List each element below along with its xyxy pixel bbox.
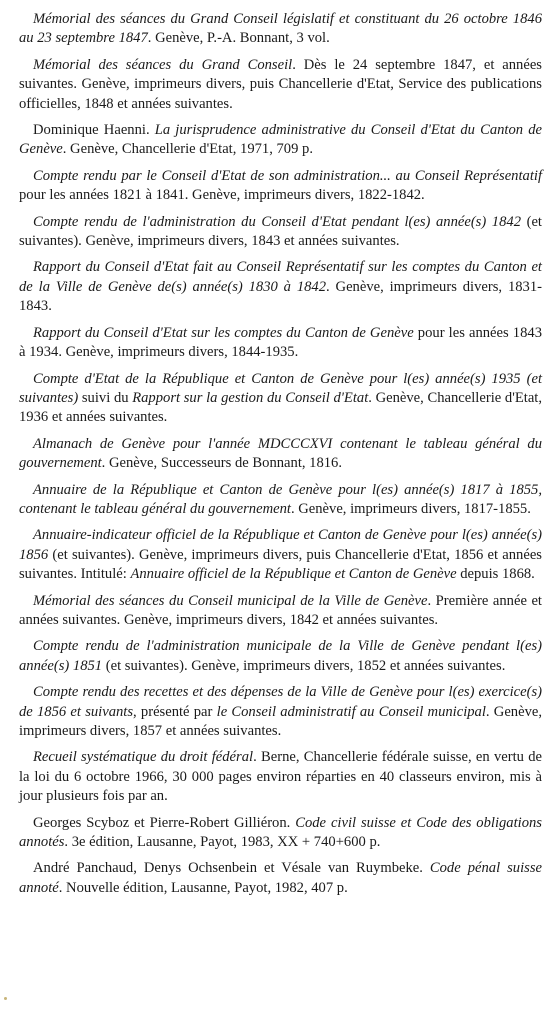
entry-title: Annuaire-indicateur officiel de la République et Canton de Genève pour l(es) année(s) 1856 [19,527,542,563]
entry-title: Annuaire officiel de la République et Canton de Genève [130,566,457,583]
entry-title: Code civil suisse et Code des obligations annotés [19,814,542,851]
bibliography-entry [19,748,542,806]
entry-title: Mémorial des séances du Conseil municipal de la Ville de Genève [33,592,428,609]
entry-text: . 3e édition, Lausanne, Payot, 1983, XX + 740+600 p. [64,834,381,851]
entry-title: Compte rendu de l'administration du Conseil d'Etat pendant l(es) année(s) 1842 [33,213,521,230]
entry-title: Rapport sur la gestion du Conseil d'Etat [132,389,369,406]
entry-title: Rapport du Conseil d'Etat fait au Conseil Représentatif sur les comptes du Canton et de la Ville de Genève de(s) année(s) 1830 à 1842 [19,259,542,295]
entry-title: Rapport du Conseil d'Etat sur les comptes du Canton de Genève [33,324,414,341]
entry-text: . Genève, P.-A. Bonnant, 3 vol. [147,30,330,47]
entry-text: (et suivantes). Genève, imprimeurs divers, puis Chancellerie d'Etat, 1856 et années suivantes. Intitulé: [19,546,542,583]
entry-title: Recueil systématique du droit fédéral [33,749,254,766]
bibliography-entry [19,10,542,49]
entry-title: Mémorial des séances du Grand Conseil [33,56,293,73]
entry-title: Almanach de Genève pour l'année MDCCCXVI contenant le tableau général du gouvernement [19,435,542,472]
entry-text: pour les années 1821 à 1841. Genève, imprimeurs divers, 1822-1842. [19,187,425,204]
bibliography-entry [19,121,542,160]
entry-title: Compte rendu par le Conseil d'Etat de son administration... au Conseil Représentatif [33,167,542,184]
entry-text: , présenté par [133,703,217,720]
bibliography-entry [19,435,542,474]
bibliography-entry [19,637,542,676]
entry-text: . Nouvelle édition, Lausanne, Payot, 1982, 407 p. [58,879,348,896]
entry-title: La jurisprudence administrative du Conseil d'Etat du Canton de Genève [19,122,542,158]
bibliography-entry [19,859,542,898]
bibliography-entry [19,814,542,853]
entry-text: . Dès le 24 septembre 1847, et années suivantes. Genève, imprimeurs divers, puis Chancellerie d'Etat, Service des publications officielles, 1848 et années suivantes. [19,56,542,112]
bibliography-list [19,10,542,898]
entry-title: Mémorial des séances du Grand Conseil législatif et constituant du 26 octobre 1846 au 23 septembre 1847 [19,11,542,47]
paper-speck [4,997,7,1000]
entry-title: Compte d'Etat de la République et Canton de Genève pour l(es) année(s) 1935 (et suivantes) [19,370,542,406]
bibliography-entry [19,56,542,114]
entry-text: . Genève, Chancellerie d'Etat, 1971, 709 p. [62,141,313,158]
entry-text: Dominique Haenni. [33,122,155,139]
bibliography-entry [19,683,542,741]
bibliography-entry [19,526,542,584]
entry-title: le Conseil administratif au Conseil municipal [216,703,486,720]
bibliography-entry [19,167,542,206]
entry-text: depuis 1868. [456,566,535,583]
bibliography-entry [19,324,542,363]
entry-title: Code pénal suisse annoté [19,860,542,896]
entry-text: André Panchaud, Denys Ochsenbein et Vésale van Ruymbeke. [33,860,430,877]
bibliography-entry [19,258,542,316]
entry-title: Compte rendu de l'administration municipale de la Ville de Genève pendant l(es) année(s) 1851 [19,638,542,674]
entry-text: . Berne, Chancellerie fédérale suisse, en vertu de la loi du 6 octobre 1966, 30 000 pages environ réparties en 40 classeurs environ, mis à jour plusieurs fois par an. [19,749,542,805]
entry-text: . Genève, Chancellerie d'Etat, 1936 et années suivantes. [19,389,542,426]
entry-text: pour les années 1843 à 1934. Genève, imprimeurs divers, 1844-1935. [19,324,542,361]
entry-text: . Première année et années suivantes. Genève, imprimeurs divers, 1842 et années suivantes. [19,592,542,628]
entry-text: (et suivantes). Genève, imprimeurs divers, 1843 et années suivantes. [19,213,542,250]
entry-text: . Genève, Successeurs de Bonnant, 1816. [101,455,343,472]
entry-text: . Genève, imprimeurs divers, 1857 et années suivantes. [19,703,543,739]
bibliography-entry [19,592,542,631]
entry-text: Georges Scyboz et Pierre-Robert Gilliéron. [33,814,296,831]
bibliography-entry [19,370,542,428]
bibliography-entry [19,481,542,520]
bibliography-entry [19,213,542,252]
entry-text: . Genève, imprimeurs divers, 1831-1843. [19,278,542,315]
entry-title: Annuaire de la République et Canton de Genève pour l(es) année(s) 1817 à 1855, contenant le tableau général du gouvernement [19,481,542,517]
entry-text: suivi du [78,389,133,406]
entry-title: Compte rendu des recettes et des dépenses de la Ville de Genève pour l(es) exercice(s) de 1856 et suivants [19,684,542,720]
entry-text: (et suivantes). Genève, imprimeurs divers, 1852 et années suivantes. [102,657,506,674]
entry-text: . Genève, imprimeurs divers, 1817-1855. [290,500,531,517]
